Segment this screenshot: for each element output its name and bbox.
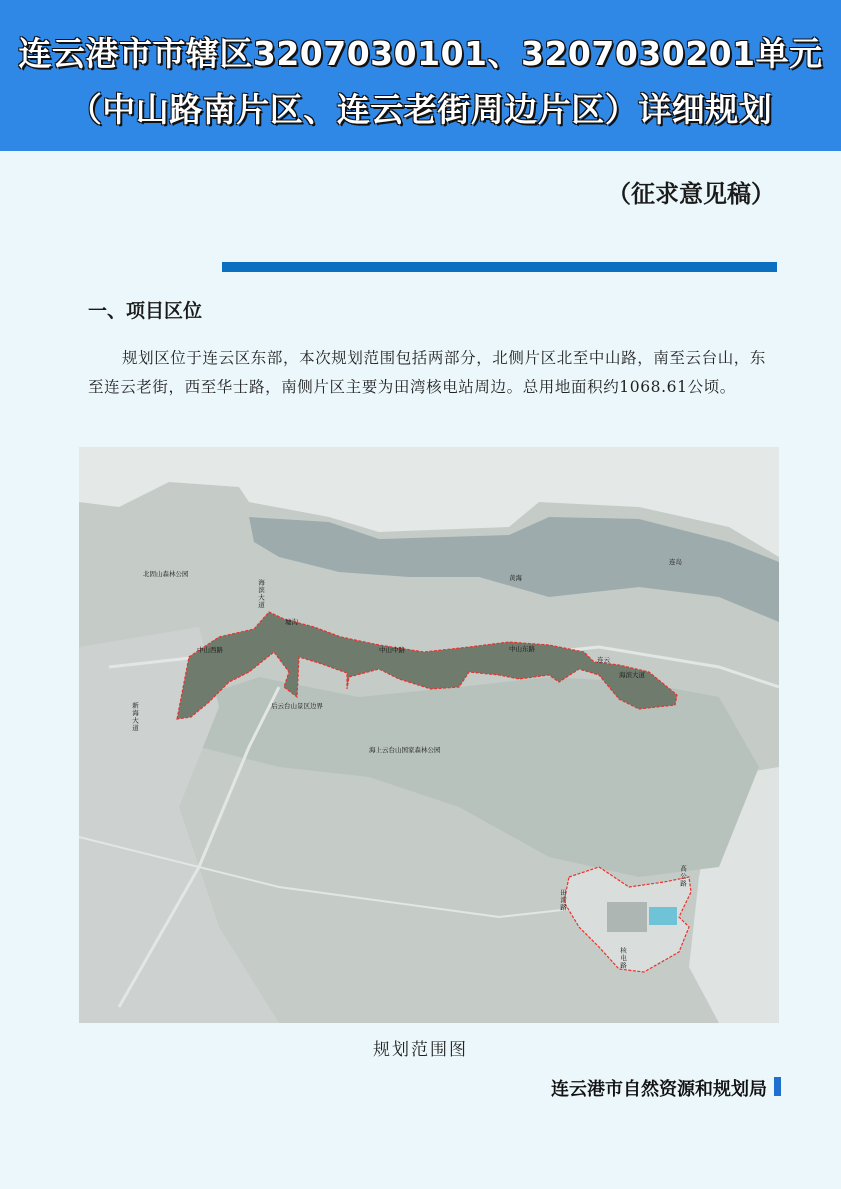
map-label-zhongshan-west: 中山西路: [197, 646, 223, 654]
map-label-houyuntai: 后云台山景区边界: [271, 702, 323, 710]
map-label-beigushan: 北固山森林公园: [143, 570, 189, 578]
map-label-liandao: 连岛: [669, 558, 682, 566]
map-label-lianyun: 连云: [597, 656, 610, 664]
map-caption: 规划范围图: [373, 1040, 468, 1060]
map-label-haibin-avenue: 海滨大道: [257, 579, 265, 609]
map-label-nuclear-road: 核电路: [619, 947, 627, 970]
draft-label: （征求意见稿）: [607, 180, 775, 208]
nuclear-plant-block: [607, 902, 647, 932]
map-label-tianwan-road: 田湾路: [559, 889, 567, 912]
planning-scope-map: [79, 447, 779, 1023]
map-label-zhongshan-east: 中山东路: [509, 645, 535, 653]
map-label-gaogong-road: 高公路: [679, 865, 687, 888]
section-body: 规划区位于连云区东部，本次规划范围包括两部分，北侧片区北至中山路，南至云台山，东至连云老街，西至华士路，南侧片区主要为田湾核电站周边。总用地面积约1068.61公顷。: [88, 349, 767, 396]
footer-accent-bar: [774, 1077, 781, 1096]
map-label-xuyu: 墟沟: [285, 618, 298, 626]
map-label-haishang-yuntai: 海上云台山国家森林公园: [369, 746, 441, 754]
page-title-line-1: 连云港市市辖区3207030101、3207030201单元: [18, 34, 823, 73]
title-banner: [0, 0, 841, 151]
footer-organization: 连云港市自然资源和规划局: [551, 1079, 767, 1100]
nuclear-plant-pool: [649, 907, 677, 925]
section-heading: 一、项目区位: [88, 300, 203, 322]
map-label-zhongshan-road: 中山中路: [379, 646, 405, 654]
map-label-xinhai-avenue: 新海大道: [131, 702, 139, 732]
map-label-huanghai: 黄海: [509, 574, 522, 582]
divider-bar: [222, 262, 777, 272]
page-title-line-2: （中山路南片区、连云老街周边片区）详细规划: [68, 90, 773, 129]
map-graphic: [79, 447, 779, 1023]
map-label-sea-avenue: 海滨大道: [619, 671, 645, 679]
